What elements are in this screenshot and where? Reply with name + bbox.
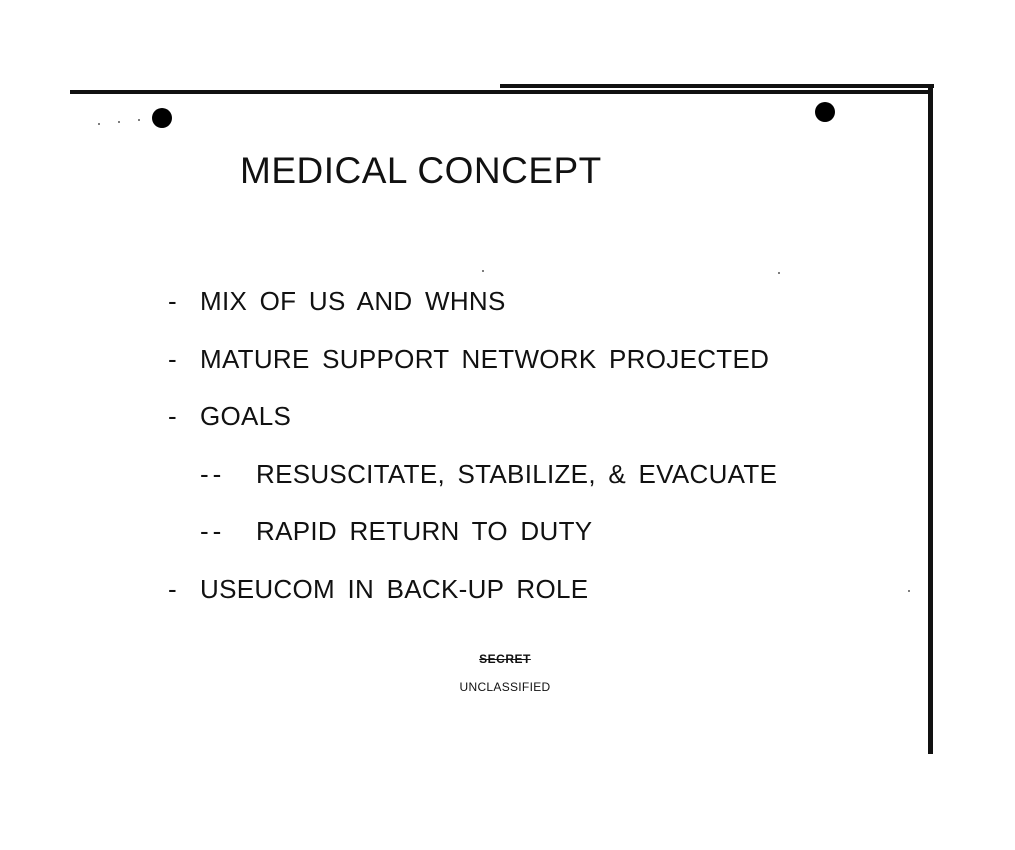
sub-bullet-text: RAPID RETURN TO DUTY: [256, 516, 593, 546]
frame-top-right-border: [500, 84, 934, 88]
scan-speck: [98, 123, 100, 125]
bullet-item: [168, 286, 777, 344]
slide-title: MEDICAL CONCEPT: [240, 150, 602, 191]
bullet-item: [168, 344, 777, 402]
classification-marking: UNCLASSIFIED: [459, 680, 551, 694]
bullet-text: GOALS: [200, 401, 292, 431]
scan-speck: [118, 121, 120, 123]
frame-top-border: [70, 90, 930, 94]
sub-bullet-item: [168, 516, 777, 574]
struck-classification-marking: SECRET: [479, 652, 531, 666]
sub-bullet-item: [168, 459, 777, 517]
scan-speck: [138, 119, 140, 121]
scan-speck: [778, 272, 780, 274]
sub-bullet-marker: --: [200, 516, 226, 546]
bullet-marker: -: [168, 286, 177, 316]
punch-hole-right: [815, 102, 835, 122]
bullet-text: MIX OF US AND WHNS: [200, 286, 506, 316]
scan-speck: [908, 590, 910, 592]
sub-bullet-text: RESUSCITATE, STABILIZE, & EVACUATE: [256, 458, 778, 489]
sub-bullet-marker: --: [200, 458, 226, 489]
punch-hole-left: [152, 108, 172, 128]
bullet-marker: -: [168, 343, 177, 374]
scan-speck: [482, 270, 484, 272]
frame-right-border: [928, 84, 933, 754]
bullet-item: [168, 574, 777, 632]
classification-block: [420, 652, 590, 694]
bullet-marker: -: [168, 573, 177, 604]
bullet-text: MATURE SUPPORT NETWORK PROJECTED: [200, 343, 770, 374]
bullet-item: [168, 401, 777, 459]
bullet-marker: -: [168, 401, 177, 431]
bullet-list: [168, 286, 777, 631]
bullet-text: USEUCOM IN BACK-UP ROLE: [200, 573, 589, 604]
